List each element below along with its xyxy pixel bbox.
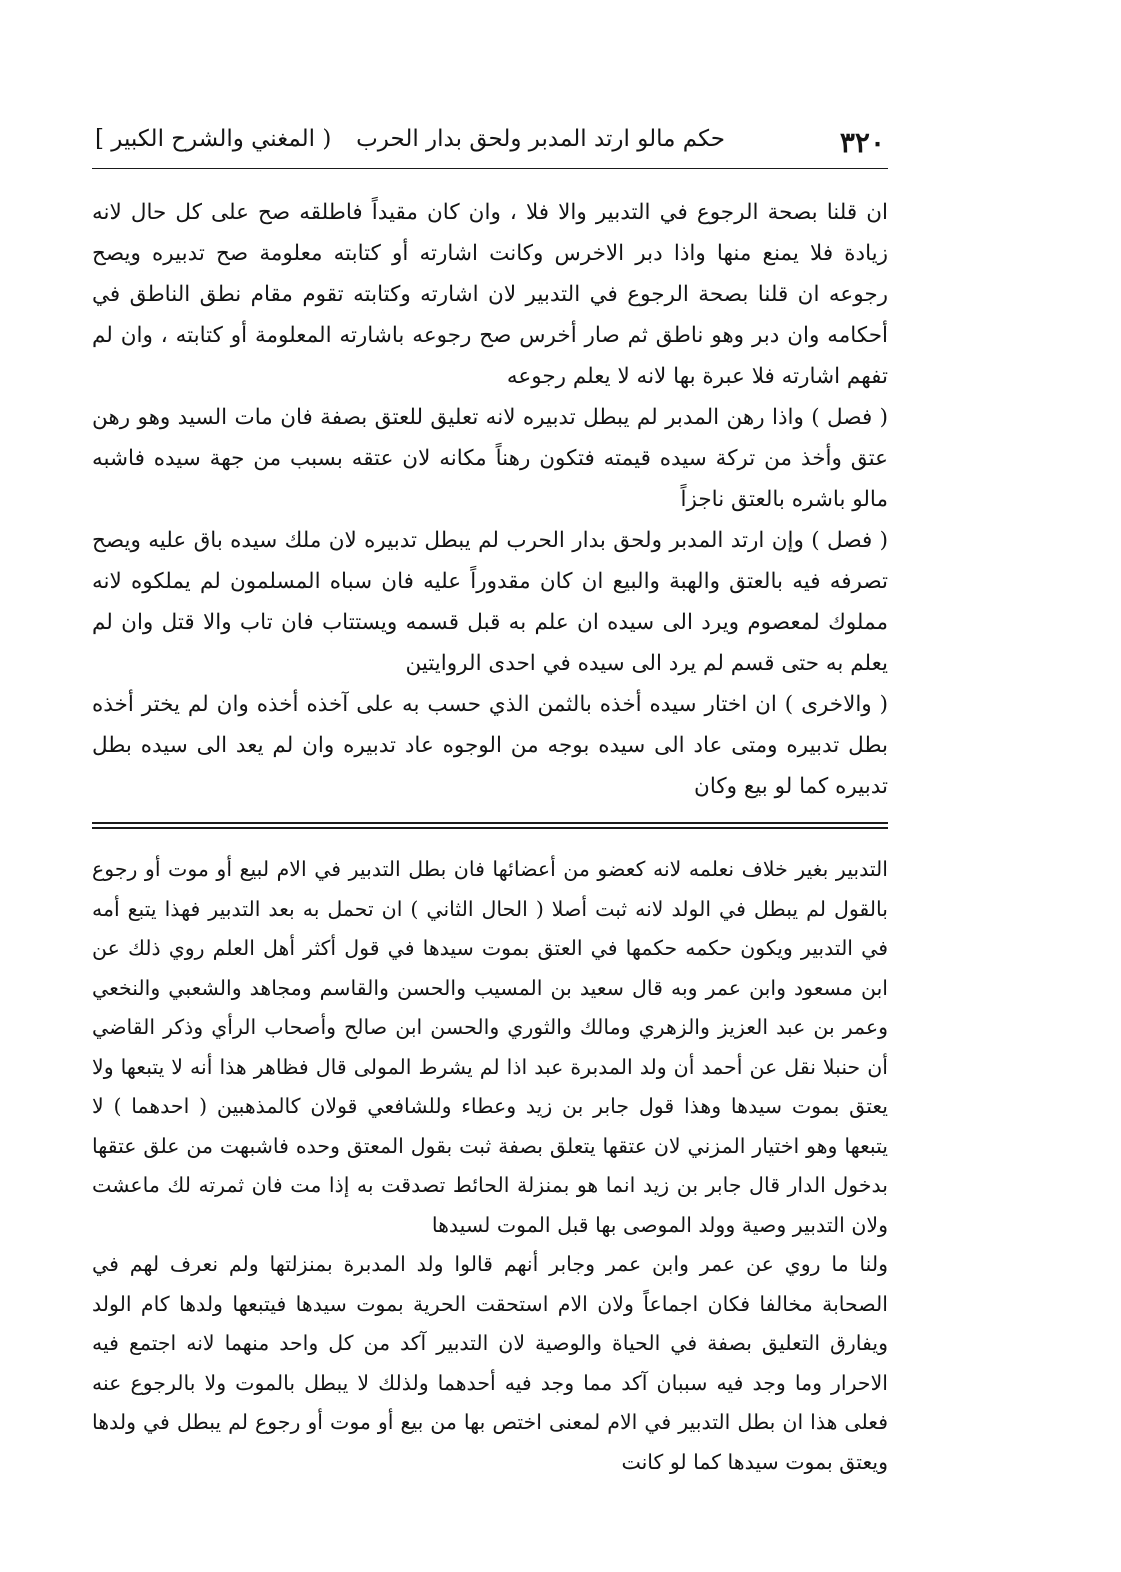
commentary-paragraph-2: ولنا ما روي عن عمر وابن عمر وجابر أنهم قالوا ولد المدبرة بمنزلتها ولم نعرف لهم في الصحابة مخالفا فكان اجماعاً ولان الام استحقت الحرية بموت سيدها فيتبعها ولدها كام الولد ويفارق التعليق بصفة في الحياة والوصية لان التدبير آكد من كل واحد منهما لانه اجتمع فيه الاحرار وما وجد فيه سببان آكد مما وجد فيه أحدهما ولذلك لا يبطل بالموت ولا بالرجوع عنه فعلى هذا ان بطل التدبير في الام لمعنى اختص بها من بيع أو موت أو رجوع لم يبطل في ولدها ويعتق بموت سيدها كما لو كانت [92, 1252, 888, 1474]
main-paragraph-3: ( فصل ) وإن ارتد المدبر ولحق بدار الحرب لم يبطل تدبيره لان ملك سيده باق عليه ويصح تصرفه فيه بالعتق والهبة والبيع ان كان مقدوراً عليه فان سباه المسلمون لم يملكوه لانه مملوك لمعصوم ويرد الى سيده ان علم به قبل قسمه ويستتاب فان تاب والا قتل وان لم يعلم به حتى قسم لم يرد الى سيده في احدى الروايتين [92, 528, 888, 676]
section-divider [92, 822, 888, 829]
main-text [92, 192, 888, 807]
commentary-paragraph-1: التدبير بغير خلاف نعلمه لانه كعضو من أعضائها فان بطل التدبير في الام لبيع أو موت أو رجوع بالقول لم يبطل في الولد لانه ثبت أصلا ( الحال الثاني ) ان تحمل به بعد التدبير فهذا يتبع أمه في التدبير ويكون حكمه حكمها في العتق بموت سيدها في قول أكثر أهل العلم روي ذلك عن ابن مسعود وابن عمر وبه قال سعيد بن المسيب والحسن والقاسم ومجاهد والشعبي والنخعي وعمر بن عبد العزيز والزهري ومالك والثوري والحسن ابن صالح وأصحاب الرأي وذكر القاضي أن حنبلا نقل عن أحمد أن ولد المدبرة عبد اذا لم يشرط المولى قال فظاهر هذا أنه لا يتبعها ولا يعتق بموت سيدها وهذا قول جابر بن زيد وعطاء وللشافعي قولان كالمذهبين ( احدهما ) لا يتبعها وهو اختيار المزني لان عتقها يتعلق بصفة ثبت بقول المعتق وحده فاشبهت من علق عتقها بدخول الدار قال جابر بن زيد انما هو بمنزلة الحائط تصدقت به إذا مت فان ثمرته لك ماعشت ولان التدبير وصية وولد الموصى بها قبل الموت لسيدها [92, 857, 888, 1237]
main-paragraph-2: ( فصل ) واذا رهن المدبر لم يبطل تدبيره لانه تعليق للعتق بصفة فان مات السيد وهو رهن عتق وأخذ من تركة سيده قيمته فتكون رهناً مكانه لان عتقه بسبب من جهة سيده فاشبه مالو باشره بالعتق ناجزاً [92, 405, 888, 512]
page-header [95, 126, 885, 162]
main-paragraph-1: ان قلنا بصحة الرجوع في التدبير والا فلا ، وان كان مقيداً فاطلقه صح على كل حال لانه زيادة فلا يمنع منها واذا دبر الاخرس وكانت اشارته أو كتابته معلومة صح تدبيره ويصح رجوعه ان قلنا بصحة الرجوع في التدبير لان اشارته وكتابته تقوم مقام نطق الناطق في أحكامه وان دبر وهو ناطق ثم صار أخرس صح رجوعه باشارته المعلومة أو كتابته ، وان لم تفهم اشارته فلا عبرة بها لانه لا يعلم رجوعه [92, 200, 888, 389]
header-rule [92, 168, 888, 169]
commentary-text [92, 850, 888, 1482]
main-paragraph-4: ( والاخرى ) ان اختار سيده أخذه بالثمن الذي حسب به على آخذه أخذه وان لم يختر أخذه بطل تدبيره ومتى عاد الى سيده بوجه من الوجوه عاد تدبيره وان لم يعد الى سيده بطل تدبيره كما لو بيع وكان [92, 692, 888, 799]
running-title: حكم مالو ارتد المدبر ولحق بدار الحرب [356, 126, 725, 152]
book-title: ( المغني والشرح الكبير ] [95, 126, 332, 152]
page-number: ٣٢٠ [839, 126, 885, 159]
